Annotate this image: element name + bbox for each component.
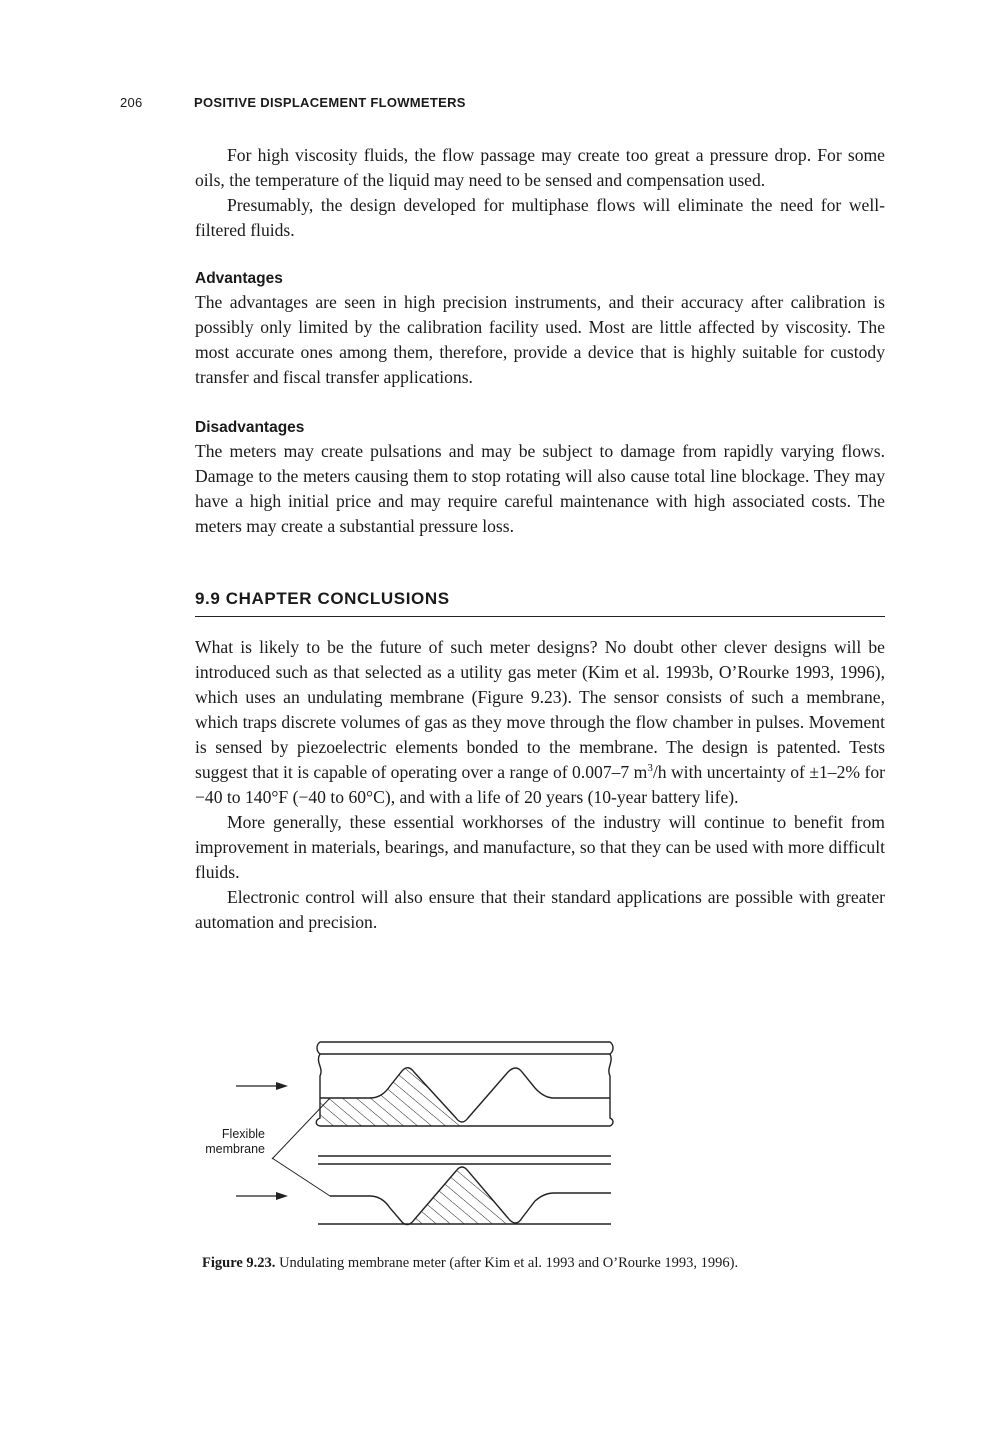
running-title: POSITIVE DISPLACEMENT FLOWMETERS	[194, 95, 466, 110]
flexible-membrane-label	[165, 1127, 265, 1157]
page-content	[195, 143, 885, 935]
advantages-paragraph: The advantages are seen in high precision instruments, and their accuracy after calibration is possibly only limited by the calibration facility used. Most are little affected by viscosity. The most accurate ones among them, therefore, provide a device that is highly suitable for custody transfer and fiscal transfer applications.	[195, 292, 885, 387]
caption-text: Undulating membrane meter (after Kim et al. 1993 and O’Rourke 1993, 1996).	[275, 1255, 739, 1271]
disadvantages-heading: Disadvantages	[195, 419, 305, 436]
lower-channel	[318, 1156, 611, 1225]
upper-channel	[316, 1042, 613, 1126]
intro-paragraph-2: Presumably, the design developed for multiphase flows will eliminate the need for well-filtered fluids.	[195, 195, 885, 240]
label-line-2: membrane	[205, 1142, 265, 1156]
caption-label: Figure 9.23.	[202, 1255, 276, 1271]
superscript-3: 3	[647, 762, 653, 775]
figure-9-23	[170, 1036, 630, 1236]
page-number: 206	[120, 95, 143, 110]
running-head	[120, 95, 466, 110]
intro-paragraph-1: For high viscosity fluids, the flow passage may create too great a pressure drop. For some oils, the temperature of the liquid may need to be sensed and compensation used.	[195, 145, 885, 190]
disadvantages-paragraph: The meters may create pulsations and may be subject to damage from rapidly varying flows. Damage to the meters causing them to stop rotating will also cause total line blockage. They may have a high initial price and may require careful maintenance with high associated costs. The meters may create a substantial pressure loss.	[195, 441, 885, 536]
advantages-heading: Advantages	[195, 270, 283, 287]
conclusions-paragraph-3: Electronic control will also ensure that their standard applications are possible with greater automation and precision.	[195, 887, 885, 932]
label-line-1: Flexible	[221, 1127, 265, 1141]
flow-arrow-lower	[236, 1192, 288, 1200]
flow-arrow-upper	[236, 1082, 288, 1090]
conclusions-text-a: What is likely to be the future of such meter designs? No doubt other clever designs will be introduced such as that selected as a utility gas meter (Kim et al. 1993b, O’Rourke 1993, 1996), which uses an undulating membrane (Figure 9.23). The sensor consists of such a membrane, which traps discrete volumes of gas as they move through the flow chamber in pulses. Movement is sensed by piezoelectric elements bonded to the membrane. The design is patented. Tests suggest that it is capable of operating over a range of 0.007–7 m	[195, 637, 885, 782]
leader-line-upper	[272, 1098, 330, 1159]
figure-caption	[202, 1253, 822, 1273]
conclusions-text-b: /h with uncertainty of ±1–2% for −40 to 140°F (−40 to 60°C), and with a life of 20 years (10-year battery life).	[195, 762, 886, 807]
conclusions-paragraph-2: More generally, these essential workhorses of the industry will continue to benefit from improvement in materials, bearings, and manufacture, so that they can be used with more difficult fluids.	[195, 812, 885, 882]
conclusions-paragraph-1	[195, 635, 885, 810]
section-heading: 9.9 CHAPTER CONCLUSIONS	[195, 588, 885, 617]
